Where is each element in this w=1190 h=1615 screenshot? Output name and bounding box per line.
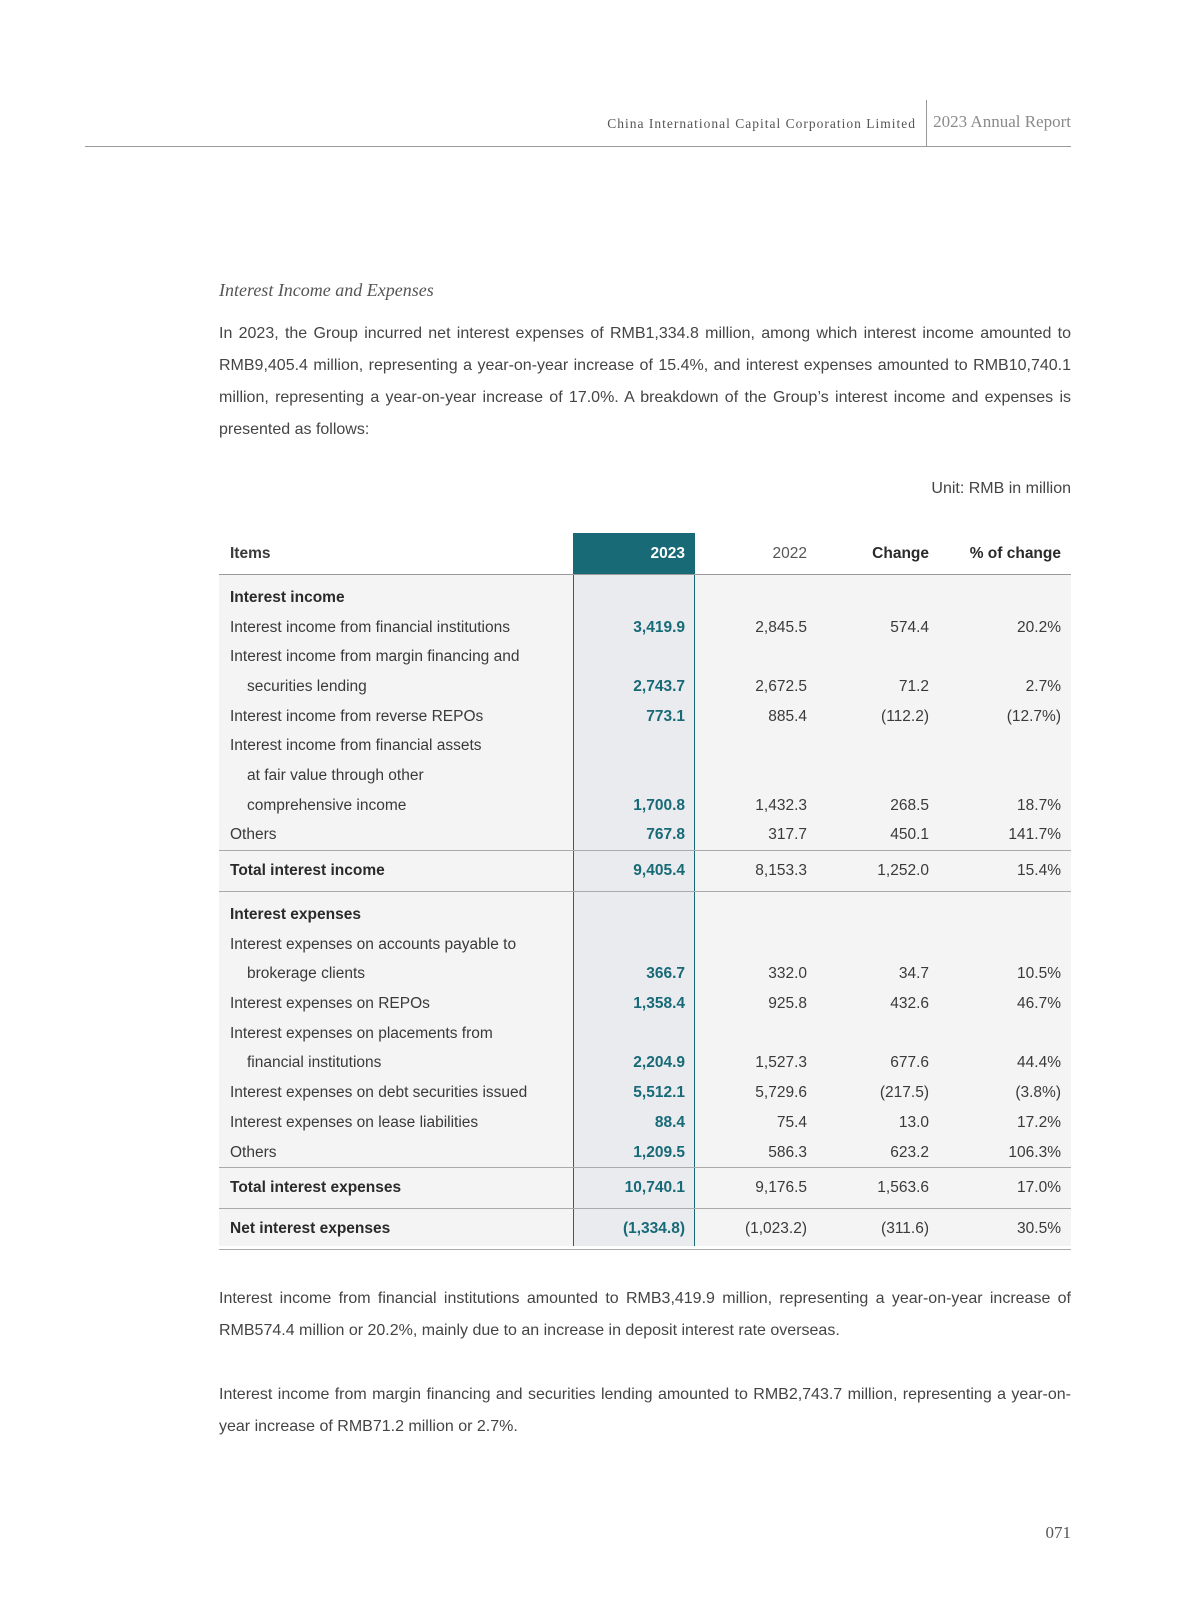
value-2022: 9,176.5 [755,1179,807,1197]
table-row [219,702,1071,732]
paragraph-margin-financing: Interest income from margin financing and securities lending amounted to RMB2,743.7 million, representing a year-on-year increase of RMB71.2 million or 2.7%. [219,1386,1071,1435]
row-label-continuation: brokerage clients [247,965,366,983]
row-label: Interest expenses on REPOs [230,995,430,1013]
row-label: Interest income from financial institutions [230,618,510,636]
value-change: 432.6 [890,995,929,1013]
value-pct-change: 18.7% [1017,796,1061,814]
table-rows [219,533,1071,1250]
row-label: Others [230,826,277,844]
row-label: Interest expenses on placements from [230,1024,493,1042]
total-interest-expenses-row [219,1167,1071,1209]
value-2023: 10,740.1 [624,1179,685,1197]
table-row [219,1108,1071,1138]
value-2022: 5,729.6 [755,1084,807,1102]
row-label: Total interest income [230,862,385,880]
row-label-continuation: securities lending [247,677,367,695]
row-label-continuation: financial institutions [247,1054,382,1072]
value-change: 13.0 [898,1113,929,1131]
table-row-continuation [219,1049,1071,1079]
table-row [219,930,1071,960]
value-pct-change: 15.4% [1017,862,1061,880]
value-change: (311.6) [881,1220,929,1238]
value-change: 623.2 [890,1143,929,1161]
row-spacer [219,575,1071,583]
value-2022: 885.4 [768,707,807,725]
row-label: Others [230,1143,277,1161]
section-title: Interest Income and Expenses [219,280,434,300]
row-label-continuation: at fair value through other [247,766,424,784]
value-2023: 1,358.4 [633,995,685,1013]
value-2022: (1,023.2) [744,1220,807,1238]
section-label: Interest income [230,588,345,606]
table-row [219,1019,1071,1049]
value-2022: 586.3 [768,1143,807,1161]
header-2022: 2022 [772,544,807,562]
header-2023: 2023 [650,544,685,562]
table-row [219,731,1071,761]
header-change: Change [872,544,929,562]
intro-paragraph: In 2023, the Group incurred net interest expenses of RMB1,334.8 million, among which interest income amounted to RMB9,405.4 million, representing a year-on-year increase of 15.4%, and interest expenses amounted to RMB10,740.1 million, representing a year-on-year increase of 17.0%. A breakdown of the Group’s interest income and expenses is presented as follows: [219,325,1071,438]
value-change: 268.5 [890,796,929,814]
value-pct-change: 44.4% [1017,1054,1061,1072]
value-2022: 1,527.3 [755,1054,807,1072]
section-label: Interest expenses [230,906,361,924]
row-spacer [219,892,1071,900]
value-2023: 366.7 [646,965,685,983]
paragraph-financial-institutions: Interest income from financial institutions amounted to RMB3,419.9 million, representing a year-on-year increase of RMB574.4 million or 20.2%, mainly due to an increase in deposit interest rate overseas. [219,1290,1071,1339]
value-pct-change: 10.5% [1017,965,1061,983]
value-pct-change: 46.7% [1017,995,1061,1013]
value-2023: 5,512.1 [633,1084,685,1102]
table-row-continuation [219,960,1071,990]
value-2022: 8,153.3 [755,862,807,880]
value-change: (217.5) [879,1084,929,1102]
value-pct-change: 30.5% [1017,1220,1061,1238]
header-divider [926,100,927,146]
value-pct-change: (12.7%) [1006,707,1061,725]
table-row [219,821,1071,851]
table-row [219,613,1071,643]
value-pct-change: 2.7% [1025,677,1061,695]
value-2023: (1,334.8) [622,1220,685,1238]
value-2023: 3,419.9 [633,618,685,636]
report-title: 2023 Annual Report [933,112,1071,131]
page-header [85,100,1071,147]
row-label: Interest expenses on debt securities issued [230,1084,528,1102]
company-name: China International Capital Corporation Limited [607,116,916,131]
value-pct-change: 17.0% [1017,1179,1061,1197]
value-change: (112.2) [881,707,929,725]
row-label: Interest expenses on lease liabilities [230,1113,479,1131]
value-2023: 1,209.5 [633,1143,685,1161]
net-interest-expenses-row [219,1209,1071,1250]
row-label: Interest income from financial assets [230,737,482,755]
value-2022: 1,432.3 [755,796,807,814]
table-row [219,1138,1071,1168]
value-2023: 2,743.7 [633,677,685,695]
table-row [219,642,1071,672]
row-label: Interest income from margin financing and [230,648,520,666]
row-label: Interest income from reverse REPOs [230,707,484,725]
table-row-continuation [219,791,1071,821]
value-pct-change: 20.2% [1017,618,1061,636]
table-row-continuation [219,672,1071,702]
value-2022: 332.0 [768,965,807,983]
value-2022: 925.8 [768,995,807,1013]
page-number: 071 [1045,1523,1071,1542]
value-change: 1,563.6 [877,1179,929,1197]
value-change: 1,252.0 [877,862,929,880]
value-pct-change: 106.3% [1008,1143,1061,1161]
interest-table [219,533,1071,1250]
value-2022: 75.4 [776,1113,807,1131]
row-label-continuation: comprehensive income [247,796,407,814]
table-row-continuation [219,761,1071,791]
value-2023: 1,700.8 [633,796,685,814]
header-pct-change: % of change [969,544,1061,562]
row-label: Total interest expenses [230,1179,402,1197]
total-interest-income-row [219,850,1071,892]
value-2022: 317.7 [768,826,807,844]
value-2023: 2,204.9 [633,1054,685,1072]
value-2023: 9,405.4 [633,862,685,880]
table-row [219,1078,1071,1108]
value-2023: 88.4 [654,1113,685,1131]
value-change: 34.7 [898,965,929,983]
table-row [219,989,1071,1019]
header-items: Items [230,544,271,562]
value-pct-change: 141.7% [1008,826,1061,844]
value-2023: 767.8 [646,826,685,844]
table-header-row [219,533,1071,575]
value-change: 450.1 [890,826,929,844]
value-pct-change: 17.2% [1017,1113,1061,1131]
row-label: Interest expenses on accounts payable to [230,935,517,953]
value-change: 574.4 [890,618,929,636]
value-pct-change: (3.8%) [1015,1084,1061,1102]
value-2022: 2,672.5 [755,677,807,695]
value-change: 677.6 [890,1054,929,1072]
unit-label: Unit: RMB in million [931,480,1071,497]
value-change: 71.2 [898,677,929,695]
section-interest-income [219,583,1071,613]
row-label: Net interest expenses [230,1220,391,1238]
value-2023: 773.1 [646,707,685,725]
value-2022: 2,845.5 [755,618,807,636]
section-interest-expenses [219,900,1071,930]
